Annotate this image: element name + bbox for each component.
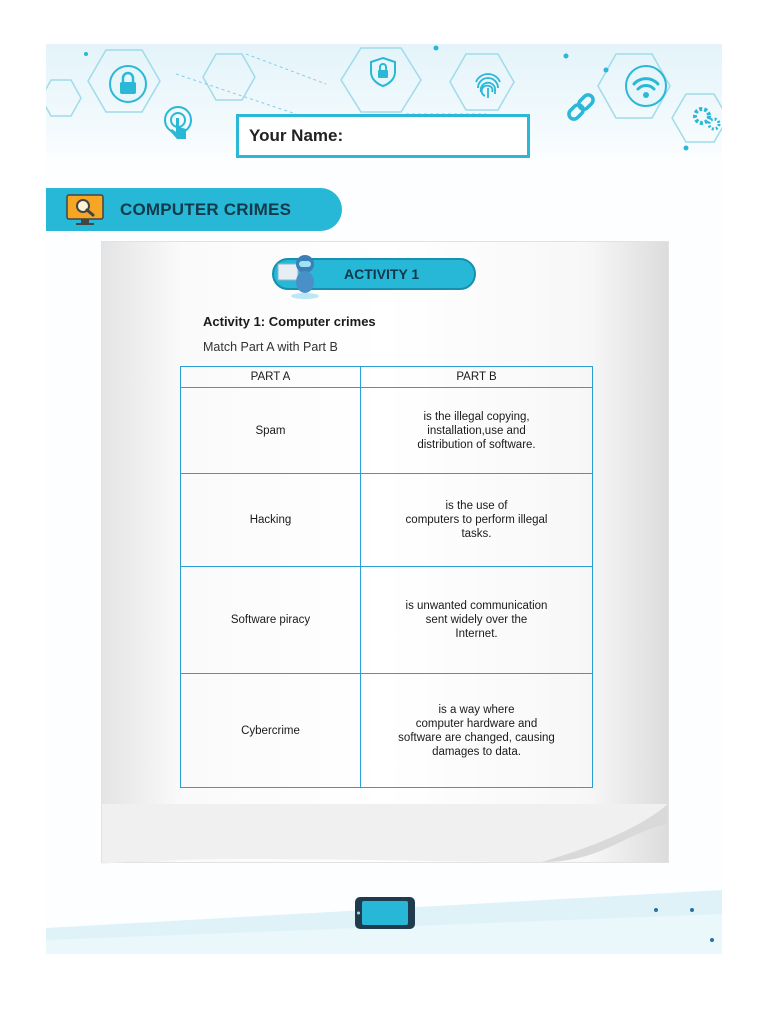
paper-curl-decoration <box>102 804 668 864</box>
activity-title: Activity 1: Computer crimes <box>203 314 376 329</box>
fingerprint-icon <box>470 68 506 104</box>
section-title: COMPUTER CRIMES <box>120 199 292 219</box>
part-a-cell: Hacking <box>181 474 361 567</box>
part-a-cell: Spam <box>181 388 361 474</box>
worksheet-page <box>46 44 722 954</box>
phone-icon <box>354 896 416 930</box>
wifi-icon <box>624 64 668 108</box>
shield-lock-icon <box>368 56 398 88</box>
table-row <box>181 474 593 567</box>
header-part-a: PART A <box>181 367 361 388</box>
activity-label: ACTIVITY 1 <box>344 266 420 282</box>
table-header-row <box>181 367 593 388</box>
part-a-cell: Software piracy <box>181 567 361 674</box>
name-field[interactable] <box>236 114 530 158</box>
monitor-magnifier-icon <box>66 193 104 227</box>
part-a-cell: Cybercrime <box>181 674 361 788</box>
header-banner <box>46 44 722 164</box>
part-b-cell: is the illegal copying, installation,use and distribution of software. <box>361 388 593 474</box>
activity-instruction: Match Part A with Part B <box>203 340 338 354</box>
part-b-cell: is unwanted communication sent widely over the Internet. <box>361 567 593 674</box>
gears-icon <box>692 104 722 134</box>
part-b-cell: is the use of computers to perform illegal tasks. <box>361 474 593 567</box>
robot-icon <box>274 250 324 300</box>
link-icon <box>564 90 598 124</box>
lock-icon <box>108 64 148 104</box>
match-table <box>180 366 593 788</box>
table-row <box>181 388 593 474</box>
section-header <box>46 188 342 231</box>
name-label: Your Name: <box>249 126 344 145</box>
part-b-cell: is a way where computer hardware and software are changed, causing damages to data. <box>361 674 593 788</box>
table-row <box>181 674 593 788</box>
table-row <box>181 567 593 674</box>
header-part-b: PART B <box>361 367 593 388</box>
tap-icon <box>158 104 198 144</box>
